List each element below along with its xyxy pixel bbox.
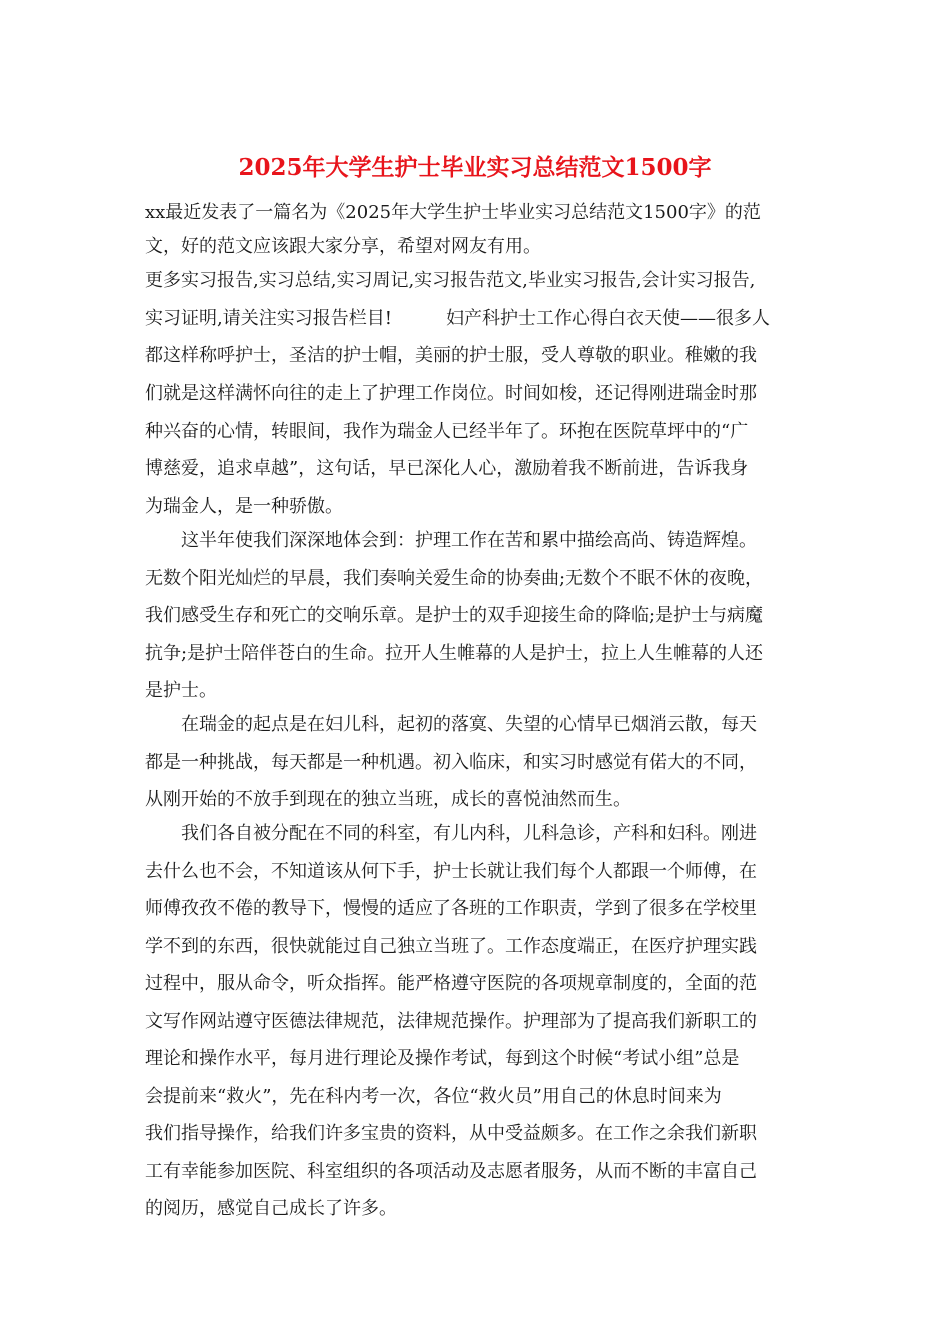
body-line: 无数个阳光灿烂的早晨，我们奏响关爱生命的协奏曲;无数个不眠不休的夜晚， [145,568,764,589]
body-line: 都是一种挑战，每天都是一种机遇。初入临床，和实习时感觉有偌大的不同， [145,752,757,773]
body-line: 实习证明,请关注实习报告栏目! 妇产科护士工作心得白衣天使——很多人 [145,308,770,329]
body-line: 是护士。 [145,680,217,701]
body-line: 抗争;是护士陪伴苍白的生命。拉开人生帷幕的人是护士，拉上人生帷幕的人还 [145,643,764,664]
body-line: 学不到的东西，很快就能过自己独立当班了。工作态度端正，在医疗护理实践 [145,936,757,957]
body-line: 更多实习报告,实习总结,实习周记,实习报告范文,毕业实习报告,会计实习报告, [145,270,756,291]
body-line: 过程中，服从命令，听众指挥。能严格遵守医院的各项规章制度的，全面的范 [145,973,757,994]
body-line: 工有幸能参加医院、科室组织的各项活动及志愿者服务，从而不断的丰富自己 [145,1161,757,1182]
body-line: 博慈爱，追求卓越”，这句话，早已深化人心，激励着我不断前进，告诉我身 [145,458,749,479]
body-line: 为瑞金人，是一种骄傲。 [145,496,343,517]
body-line: 这半年使我们深深地体会到：护理工作在苦和累中描绘高尚、铸造辉煌。 [145,530,757,551]
body-line: 我们各自被分配在不同的科室，有儿内科，儿科急诊，产科和妇科。刚进 [145,823,757,844]
body-line: 的阅历，感觉自己成长了许多。 [145,1198,397,1219]
body-line: 在瑞金的起点是在妇儿科，起初的落寞、失望的心情早已烟消云散，每天 [145,714,757,735]
body-line: 种兴奋的心情，转眼间，我作为瑞金人已经半年了。环抱在医院草坪中的“广 [145,421,749,442]
body-line: 文写作网站遵守医德法律规范，法律规范操作。护理部为了提高我们新职工的 [145,1011,757,1032]
body-line: 师傅孜孜不倦的教导下，慢慢的适应了各班的工作职责，学到了很多在学校里 [145,898,757,919]
body-line: 我们指导操作，给我们许多宝贵的资料，从中受益颇多。在工作之余我们新职 [145,1123,757,1144]
body-line: xx最近发表了一篇名为《2025年大学生护士毕业实习总结范文1500字》的范 [145,202,761,223]
body-line: 理论和操作水平，每月进行理论及操作考试，每到这个时候“考试小组”总是 [145,1048,740,1069]
body-line: 们就是这样满怀向往的走上了护理工作岗位。时间如梭，还记得刚进瑞金时那 [145,383,757,404]
body-line: 从刚开始的不放手到现在的独立当班，成长的喜悦油然而生。 [145,789,631,810]
body-line: 会提前来“救火”，先在科内考一次，各位“救火员”用自己的休息时间来为 [145,1086,722,1107]
body-line: 我们感受生存和死亡的交响乐章。是护士的双手迎接生命的降临;是护士与病魔 [145,605,764,626]
document-title: 2025年大学生护士毕业实习总结范文1500字 [238,154,712,181]
body-line: 去什么也不会，不知道该从何下手，护士长就让我们每个人都跟一个师傅，在 [145,861,757,882]
body-line: 都这样称呼护士，圣洁的护士帽，美丽的护士服，受人尊敬的职业。稚嫩的我 [145,345,757,366]
body-line: 文，好的范文应该跟大家分享，希望对网友有用。 [145,236,541,257]
